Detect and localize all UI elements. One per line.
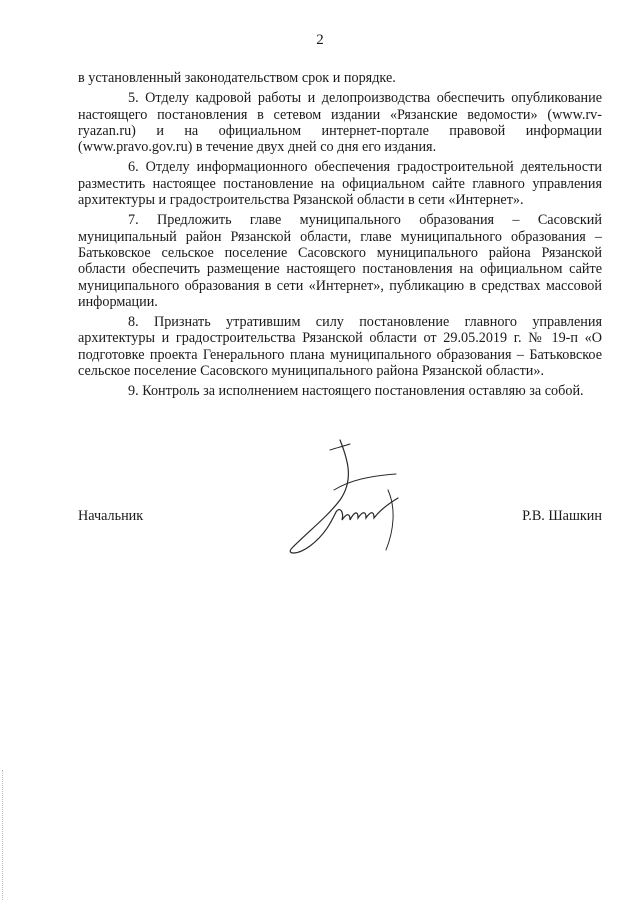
- signatory-title: Начальник: [78, 508, 144, 524]
- paragraph-5: 5. Отделу кадровой работы и делопроизводства обеспечить опубликование настоящего постановления в сетевом издании «Рязанские ведомости» (www.rv-ryazan.ru) и на официальном интернет-портале правовой информации (www.pravo.gov.ru) в течение двух дней со дня его издания.: [78, 90, 602, 156]
- signature-block: [78, 508, 602, 528]
- handwritten-signature: [270, 420, 430, 580]
- paragraph-9: 9. Контроль за исполнением настоящего постановления оставляю за собой.: [128, 383, 584, 400]
- paragraph-8: 8. Признать утратившим силу постановление главного управления архитектуры и градостроительства Рязанской области от 29.05.2019 г. № 19-п «О подготовке проекта Генерального плана муниципального образования – Батьковское сельское поселение Сасовского муниципального района Рязанской области».: [78, 314, 602, 380]
- paragraph-continuation: в установленный законодательством срок и порядке.: [78, 70, 396, 86]
- paragraph-7: 7. Предложить главе муниципального образования – Сасовский муниципальный район Рязанской области, главе муниципального образования – Батьковское сельское поселение Сасовского муниципального района Рязанской области обеспечить размещение настоящего постановления на официальном сайте муниципального образования в сети «Интернет», публикацию в средствах массовой информации.: [78, 212, 602, 310]
- scan-edge-artifact: [2, 770, 4, 900]
- signatory-name: Р.В. Шашкин: [522, 508, 602, 524]
- document-body: [78, 70, 602, 404]
- page-number: 2: [316, 32, 324, 48]
- paragraph-6: 6. Отделу информационного обеспечения градостроительной деятельности разместить настоящее постановление на официальном сайте главного управления архитектуры и градостроительства Рязанской области в сети «Интернет».: [78, 159, 602, 209]
